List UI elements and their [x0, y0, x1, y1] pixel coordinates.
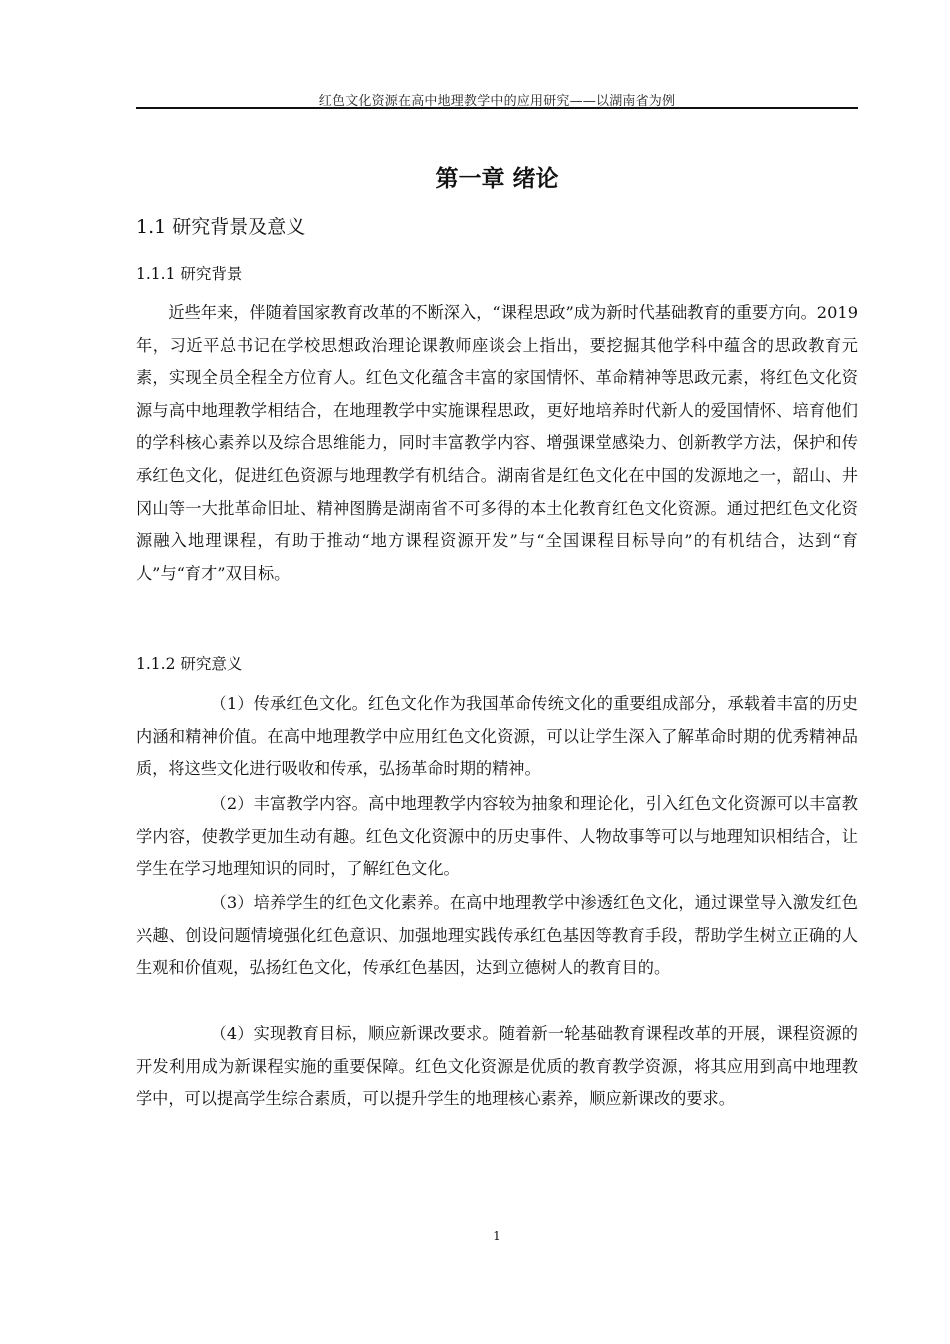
background-paragraph: 近些年来，伴随着国家教育改革的不断深入，“课程思政”成为新时代基础教育的重要方向。2019年，习近平总书记在学校思想政治理论课教师座谈会上指出，要挖掘其他学科中蕴含的思政教育元素，实现全员全程全方位育人。红色文化蕴含丰富的家国情怀、革命精神等思政元素，将红色文化资源与高中地理教学相结合，在地理教学中实施课程思政，更好地培养时代新人的爱国情怀、培育他们的学科核心素养以及综合思维能力，同时丰富教学内容、增强课堂感染力、创新教学方法，保护和传承红色文化，促进红色资源与地理教学有机结合。湖南省是红色文化在中国的发源地之一，韶山、井冈山等一大批革命旧址、精神图腾是湖南省不可多得的本土化教育红色文化资源。通过把红色文化资源融入地理课程，有助于推动“地方课程资源开发”与“全国课程目标导向”的有机结合，达到“育人”与“育才”双目标。: [136, 303, 858, 583]
header-rule: [136, 107, 858, 109]
significance-point-2: （2）丰富教学内容。高中地理教学内容较为抽象和理论化，引入红色文化资源可以丰富教学内容，使教学更加生动有趣。红色文化资源中的历史事件、人物故事等可以与地理知识相结合，让学生在学习地理知识的同时，了解红色文化。: [136, 794, 858, 879]
page-number: 1: [493, 1229, 501, 1243]
significance-point-3: （3）培养学生的红色文化素养。在高中地理教学中渗透红色文化，通过课堂导入激发红色兴趣、创设问题情境强化红色意识、加强地理实践传承红色基因等教育手段，帮助学生树立正确的人生观和价值观，弘扬红色文化，传承红色基因，达到立德树人的教育目的。: [136, 893, 858, 978]
significance-point-1: （1）传承红色文化。红色文化作为我国革命传统文化的重要组成部分，承载着丰富的历史内涵和精神价值。在高中地理教学中应用红色文化资源，可以让学生深入了解革命时期的优秀精神品质，将这些文化进行吸收和传承，弘扬革命时期的精神。: [136, 694, 858, 779]
section-heading-1-1-2: 1.1.2 研究意义: [136, 655, 243, 673]
chapter-title: 第一章 绪论: [435, 165, 559, 192]
significance-point-4: （4）实现教育目标，顺应新课改要求。随着新一轮基础教育课程改革的开展，课程资源的开发利用成为新课程实施的重要保障。红色文化资源是优质的教育教学资源，将其应用到高中地理教学中，可以提高学生综合素质，可以提升学生的地理核心素养，顺应新课改的要求。: [136, 1024, 858, 1109]
section-heading-1-1: 1.1 研究背景及意义: [136, 216, 306, 238]
running-header: 红色文化资源在高中地理教学中的应用研究——以湖南省为例: [318, 94, 676, 109]
section-heading-1-1-1: 1.1.1 研究背景: [136, 265, 243, 283]
